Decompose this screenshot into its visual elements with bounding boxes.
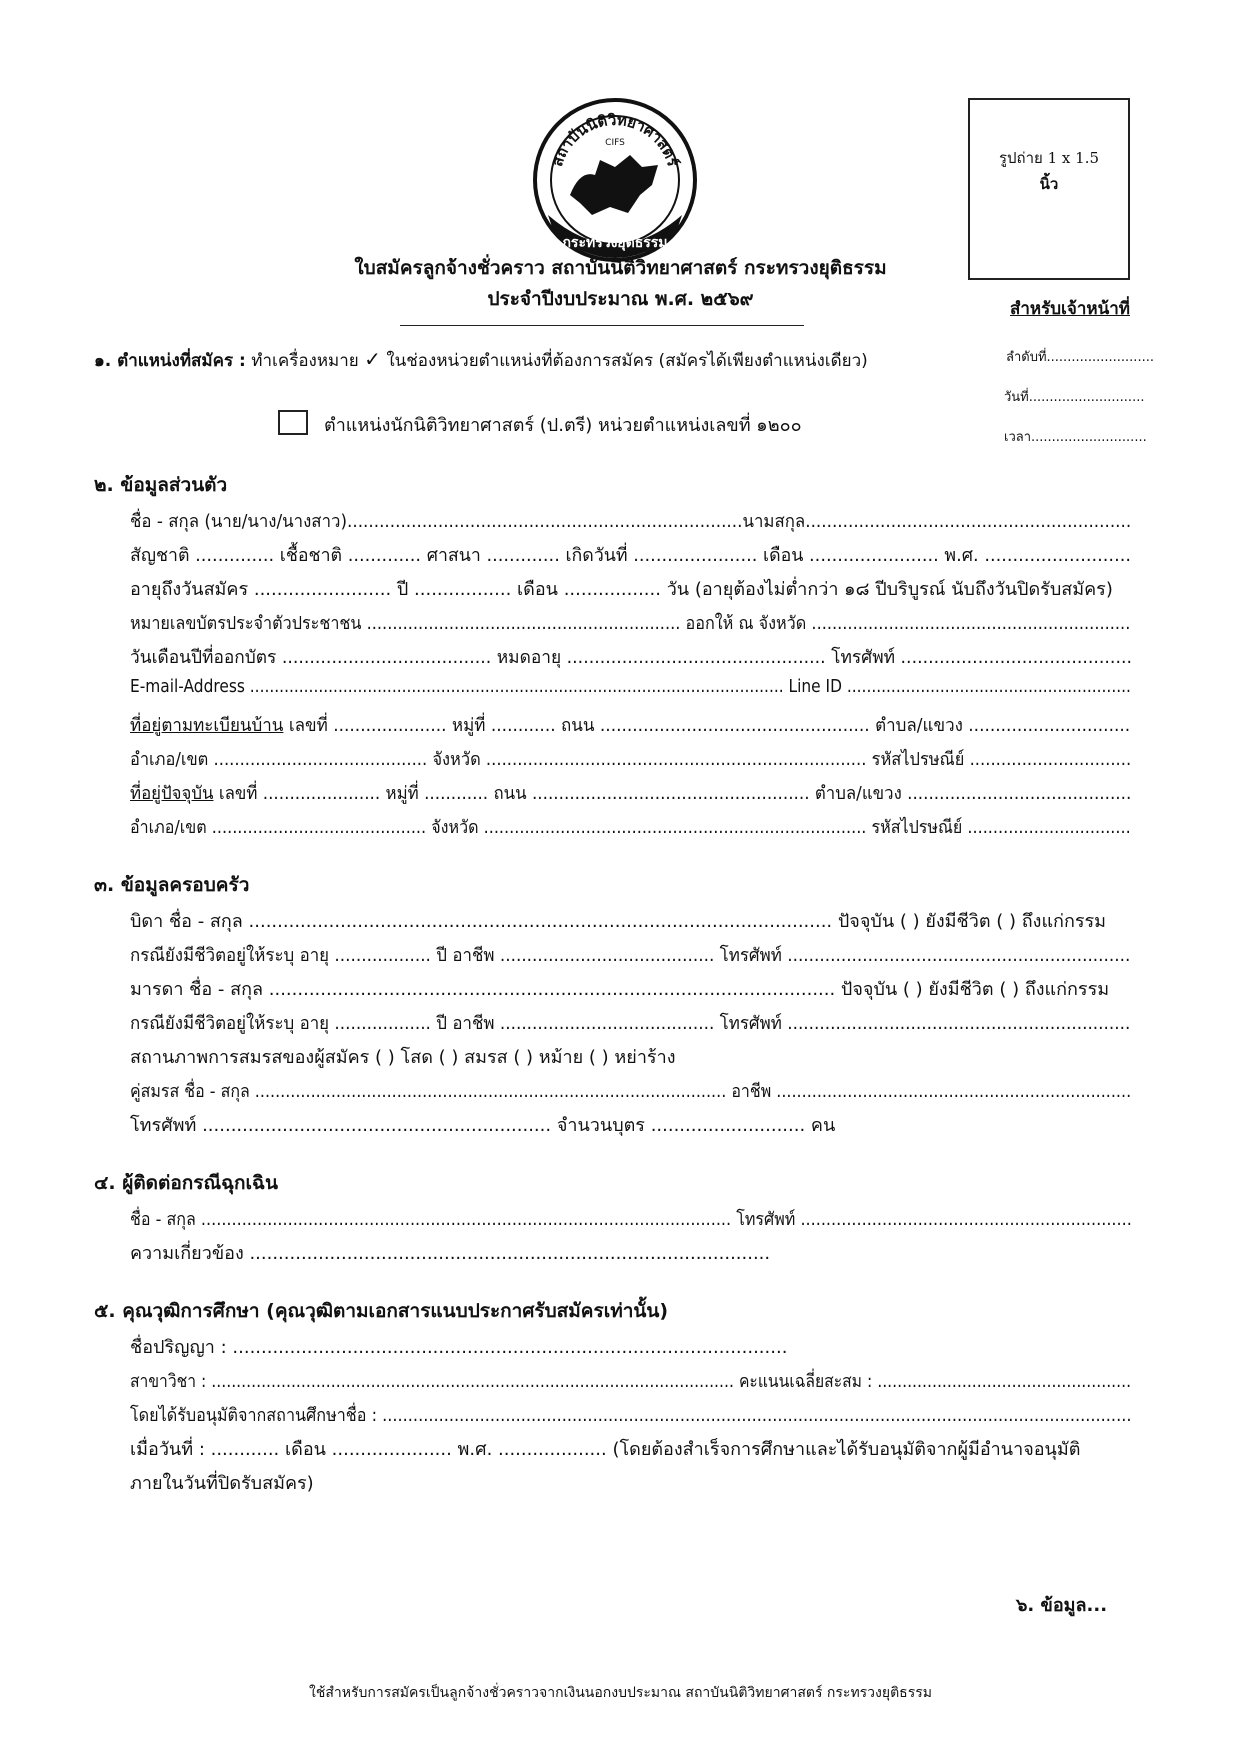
personal-email-line[interactable]: E-mail-Address ............................................................................................................. Line ID .......................................................... [130,676,1131,697]
father-details-line[interactable]: กรณียังมีชีวิตอยู่ให้ระบุ อายุ .................. ปี อาชีพ ........................................ โทรศัพท์ ................................................................ [130,945,1131,966]
mother-details-line[interactable]: กรณียังมีชีวิตอยู่ให้ระบุ อายุ .................. ปี อาชีพ ........................................ โทรศัพท์ ................................................................ [130,1013,1131,1034]
section1-heading: ๑. ตำแหน่งที่สมัคร : [94,351,246,371]
registered-address-line[interactable]: เลขที่ ..................... หมู่ที่ ............ ถนน .................................................. ตำบล/แขวง .............................. [288,715,1131,736]
section1-instruction-a: ทำเครื่องหมาย [251,351,359,371]
registered-district-line[interactable]: อำเภอ/เขต ......................................... จังหวัด ......................................................................... รหัสไปรษณีย์ ............................... [130,749,1132,770]
institution-line[interactable]: โดยได้รับอนุมัติจากสถานศึกษาชื่อ : .................................................................................................................................................. [130,1405,1132,1426]
personal-age-line[interactable]: อายุถึงวันสมัคร ........................ ปี ................. เดือน ................. วัน (อายุต้องไม่ต่ำกว่า ๑๘ ปีบริบูรณ์ นับถึงวันปิดรับสมัคร) [130,579,1113,600]
current-address-label: ที่อยู่ปัจจุบัน [130,783,214,804]
graduation-note-line: ภายในวันที่ปิดรับสมัคร) [130,1473,314,1494]
continued-marker: ๖. ข้อมูล... [1016,1595,1108,1616]
officer-order: ลำดับที่.......................... [1006,350,1154,365]
check-mark-icon: ✓ [364,347,381,371]
graduation-date-line[interactable]: เมื่อวันที่ : ............ เดือน ..................... พ.ศ. ................... (โดยต้องสำเร็จการศึกษาและได้รับอนุมัติจากผู้มีอำนาจอนุมัติ [130,1439,1081,1460]
section5-heading: ๕. คุณวุฒิการศึกษา (คุณวุฒิตามเอกสารแนบประกาศรับสมัครเท่านั้น) [94,1300,669,1322]
section2-heading: ๒. ข้อมูลส่วนตัว [94,474,228,496]
logo-arc-bottom: กระทรวงยุติธรรม [562,235,668,251]
form-title: ใบสมัครลูกจ้างชั่วคราว สถาบันนิติวิทยาศาสตร์ กระทรวงยุติธรรม [354,257,887,279]
position-checkbox[interactable] [278,410,308,435]
marital-status-line[interactable]: สถานภาพการสมรสของผู้สมัคร ( ) โสด ( ) สมรส ( ) หม้าย ( ) หย่าร้าง [130,1047,676,1068]
section3-heading: ๓. ข้อมูลครอบครัว [94,874,250,896]
current-address-line[interactable]: เลขที่ ...................... หมู่ที่ ............ ถนน .................................................... ตำบล/แขวง .......................................... [218,783,1132,804]
personal-nationality-line[interactable]: สัญชาติ .............. เชื้อชาติ ............. ศาสนา ............. เกิดวันที่ ...................... เดือน ....................... พ.ศ. .......................... [130,545,1132,566]
footer-note: ใช้สำหรับการสมัครเป็นลูกจ้างชั่วคราวจากเงินนอกงบประมาณ สถาบันนิติวิทยาศาสตร์ กระทรวงยุติธรรม [308,1685,932,1701]
emergency-name-line[interactable]: ชื่อ - สกุล ........................................................................................................ โทรศัพท์ ................................................................. [130,1209,1132,1230]
logo-arc-top: สถาบันนิติวิทยาศาสตร์ [547,110,683,169]
registered-address-label: ที่อยู่ตามทะเบียนบ้าน [130,715,284,736]
section4-heading: ๔. ผู้ติดต่อกรณีฉุกเฉิน [94,1172,278,1194]
major-line[interactable]: สาขาวิชา : ......................................................................................................... คะแนนเฉลี่ยสะสม : ................................................... [130,1371,1132,1392]
personal-name-line[interactable]: ชื่อ - สกุล (นาย/นาง/นางสาว)..........................................................................นามสกุล............................................................. [130,511,1132,532]
emergency-relation-line[interactable]: ความเกี่ยวข้อง ........................................................................................... [130,1243,771,1264]
officer-heading: สำหรับเจ้าหน้าที่ [1010,299,1130,319]
form-subtitle: ประจำปีงบประมาณ พ.ศ. ๒๕๖๙ [487,288,754,310]
personal-card-date-line[interactable]: วันเดือนปีที่ออกบัตร ...................................... หมดอายุ ............................................... โทรศัพท์ .......................................... [130,647,1132,668]
officer-date: วันที่............................ [1004,390,1145,405]
personal-id-line[interactable]: หมายเลขบัตรประจำตัวประชาชน ............................................................. ออกให้ ณ จังหวัด .............................................................. [130,613,1131,634]
officer-time: เวลา............................ [1004,430,1147,445]
title-underline [400,325,804,326]
degree-line[interactable]: ชื่อปริญญา : ................................................................................................. [130,1337,788,1358]
logo-abbr: CIFS [605,138,625,148]
mother-name-line[interactable]: มารดา ชื่อ - สกุล ................................................................................................... ปัจจุบัน ( ) ยังมีชีวิต ( ) ถึงแก่กรรม [130,979,1110,1000]
photo-size-label: รูปถ่าย 1 x 1.5 [998,149,1100,167]
current-district-line[interactable]: อำเภอ/เขต .......................................... จังหวัด ........................................................................... รหัสไปรษณีย์ ................................ [130,817,1131,838]
institute-logo [530,95,700,265]
spouse-phone-line[interactable]: โทรศัพท์ ............................................................. จำนวนบุตร ........................... คน [130,1115,836,1136]
father-name-line[interactable]: บิดา ชื่อ - สกุล ...................................................................................................... ปัจจุบัน ( ) ยังมีชีวิต ( ) ถึงแก่กรรม [130,911,1107,932]
position-option: ตำแหน่งนักนิติวิทยาศาสตร์ (ป.ตรี) หน่วยตำแหน่งเลขที่ ๑๒๐๐ [324,415,802,436]
spouse-name-line[interactable]: คู่สมรส ชื่อ - สกุล ............................................................................................. อาชีพ ...................................................................... [130,1081,1132,1102]
section1-instruction-b: ในช่องหน่วยตำแหน่งที่ต้องการสมัคร (สมัครได้เพียงตำแหน่งเดียว) [386,351,868,371]
photo-unit-label: นิ้ว [1039,175,1059,193]
